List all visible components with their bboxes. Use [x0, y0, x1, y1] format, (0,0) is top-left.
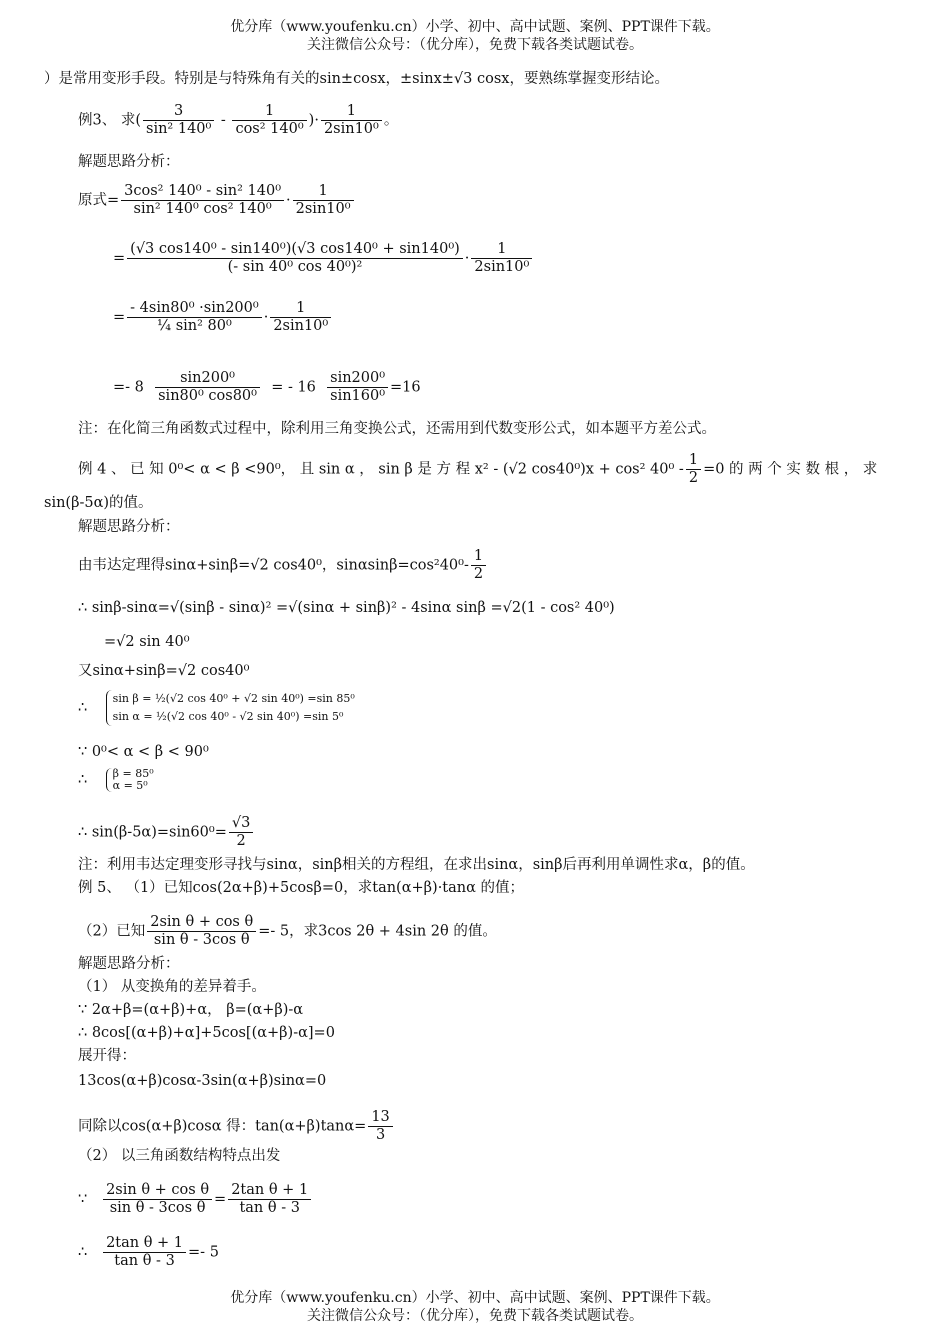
ex3-minus: -: [216, 112, 231, 129]
ex3-s4-mid: = - 16: [271, 379, 316, 396]
ex3-f1-den: sin² 140⁰: [146, 121, 212, 137]
ex3-s2-prefix: =: [113, 250, 126, 267]
ex4-half-fraction: [686, 452, 701, 487]
header-line-2: 关注微信公众号：（优分库），免费下载各类试题试卷。: [307, 37, 643, 53]
ex4-system-1: [78, 690, 355, 726]
ex3-s4-end: =16: [390, 379, 421, 396]
ex5-part-2-heading: （2） 以三角函数结构特点出发: [78, 1148, 281, 1164]
ex5-divide-line: [78, 1109, 395, 1144]
ex5-divide: 同除以cos(α+β)cosα 得：tan(α+β)tanα=: [78, 1118, 367, 1135]
ex4-system-2: [78, 768, 154, 792]
ex5-p2-prefix: （2）已知: [78, 923, 146, 940]
ex3-s3-fraction: [127, 300, 262, 335]
ex5-p2-num: 2sin θ + cos θ: [147, 914, 256, 932]
ex5-part-1-heading: （1） 从变换角的差异着手。: [78, 979, 266, 995]
ex3-step-1: 原式= $\frac{\text{3cos² 140⁰ - sin² 140⁰}}{\text{sin² 140⁰ cos² 140⁰}}$ · $\frac{1}{\text{2sin10⁰}}$: [78, 183, 356, 218]
ex5-therefore: ∴: [78, 1244, 88, 1261]
ex4-vieta: 由韦达定理得sinα+sinβ=√2 cos40⁰，sinαsinβ=cos²40⁰-: [78, 557, 469, 574]
ex5-b-f1-num: 2sin θ + cos θ: [103, 1182, 212, 1200]
example-5-part-2: [78, 914, 497, 949]
ex3-step-2: = $\frac{\text{(√3 cos140⁰ - sin140⁰)(√3 cos140⁰ + sin140⁰)}}{\text{(- sin 40⁰ cos 40⁰)²}}$ · $\frac{1}{\text{2sin10⁰}}$: [113, 241, 534, 276]
ex5-therefore-line: [78, 1235, 219, 1270]
intro-text: ）是常用变形手段。特别是与特殊角有关的sin±cosx，±sinx±√3 cosx，要熟练掌握变形结论。: [44, 71, 669, 87]
ex5-because-fraction-1: [103, 1182, 212, 1217]
ex4-note: 注：利用韦达定理变形寻找与sinα，sinβ相关的方程组，在求出sinα，sinβ后再利用单调性求α，β的值。: [78, 857, 755, 873]
ex4-result-fraction: [229, 815, 253, 850]
ex3-s1-num: 3cos² 140⁰ - sin² 140⁰: [121, 183, 284, 201]
ex4-sys2-b: α = 5⁰: [112, 779, 148, 792]
ex5-analysis-heading: 解题思路分析：: [78, 956, 180, 972]
ex3-s4-f2-num: sin200⁰: [327, 370, 388, 388]
ex4-since: ∵ 0⁰< α < β < 90⁰: [78, 744, 209, 760]
ex4-line1a: 例 4 、 已 知 0⁰< α < β <90⁰， 且 sin α ， sin β 是 方 程 x² - (√2 cos40⁰)x + cos² 40⁰ -: [78, 461, 684, 478]
ex5-because-fraction-2: [228, 1182, 311, 1217]
example-5-part-1: 例 5、 （1）已知cos(2α+β)+5cosβ=0，求tan(α+β)·tanα 的值；: [78, 880, 525, 896]
ex4-vieta-den: 2: [473, 566, 484, 582]
example-4-question: [78, 452, 877, 487]
ex3-s4-f1-num: sin200⁰: [155, 370, 260, 388]
ex5-therefore-fraction: [103, 1235, 186, 1270]
ex3-s1-den: sin² 140⁰ cos² 140⁰: [133, 201, 272, 217]
ex5-p2-den: sin θ - 3cos θ: [153, 932, 250, 948]
ex5-b-f2-den: tan θ - 3: [239, 1200, 300, 1216]
ex3-s2-f-num: 1: [471, 241, 532, 259]
ex5-t-num: 2tan θ + 1: [103, 1235, 186, 1253]
ex4-system-2-brace: [106, 768, 154, 792]
ex4-vieta-num: 1: [471, 548, 486, 566]
ex5-b-f2-num: 2tan θ + 1: [228, 1182, 311, 1200]
ex5-substitution: ∴ 8cos[(α+β)+α]+5cos[(α+β)-α]=0: [78, 1025, 335, 1041]
ex3-mid: )·: [308, 112, 319, 129]
ex3-s1-fraction: [121, 183, 284, 218]
ex3-f2-num: 1: [232, 103, 306, 121]
ex3-f3-num: 1: [321, 103, 382, 121]
header-line-1: 优分库（www.youfenku.cn）小学、初中、高中试题、案例、PPT课件下载。: [230, 19, 720, 35]
footer-line-2: 关注微信公众号：（优分库），免费下载各类试题试卷。: [307, 1308, 643, 1324]
ex3-s2-fraction: [127, 241, 463, 276]
ex3-s2-f-den: 2sin10⁰: [474, 259, 530, 275]
ex5-divide-den: 3: [375, 1127, 386, 1143]
ex5-expand-label: 展开得：: [78, 1048, 136, 1064]
ex3-s4-fraction-2: [327, 370, 388, 405]
ex4-vieta-line: [78, 548, 488, 583]
ex4-difference: ∴ sinβ-sinα=√(sinβ - sinα)² =√(sinα + sinβ)² - 4sinα sinβ =√2(1 - cos² 40⁰): [78, 600, 615, 616]
ex5-angle-relation: ∵ 2α+β=(α+β)+α， β=(α+β)-α: [78, 1002, 304, 1018]
footer-line-1: 优分库（www.youfenku.cn）小学、初中、高中试题、案例、PPT课件下载。: [230, 1290, 720, 1306]
ex3-f2-den: cos² 140⁰: [235, 121, 304, 137]
ex3-step-3: = $\frac{\text{- 4sin80⁰ ·sin200⁰}}{\text{¼ sin² 80⁰}}$ · $\frac{1}{\text{2sin10⁰}}$: [113, 300, 333, 335]
ex3-f3-den: 2sin10⁰: [323, 121, 379, 137]
ex3-prefix: 例3、 求(: [78, 112, 141, 129]
ex4-half-num: 1: [686, 452, 701, 470]
ex5-t-suffix: =- 5: [188, 1244, 219, 1261]
ex4-result-num: √3: [229, 815, 253, 833]
ex3-s3-f-num: 1: [270, 300, 331, 318]
ex3-s1-prefix: 原式=: [78, 192, 120, 209]
ex5-t-den: tan θ - 3: [114, 1253, 175, 1269]
ex3-f1-num: 3: [143, 103, 214, 121]
ex5-expanded: 13cos(α+β)cosα-3sin(α+β)sinα=0: [78, 1073, 327, 1089]
ex3-s3-factor: [270, 300, 331, 335]
ex3-step-4: [113, 370, 421, 405]
ex3-note: 注：在化简三角函数式过程中，除利用三角变换公式，还需用到代数变形公式，如本题平方差公式。: [78, 421, 716, 437]
ex4-difference-result: =√2 sin 40⁰: [104, 634, 190, 650]
ex5-p2-fraction: [147, 914, 256, 949]
ex3-s4-prefix: =- 8: [113, 379, 144, 396]
ex3-s3-num: - 4sin80⁰ ·sin200⁰: [127, 300, 262, 318]
ex5-because: ∵: [78, 1191, 88, 1208]
ex4-vieta-fraction: [471, 548, 486, 583]
ex4-result: [78, 815, 255, 850]
ex5-divide-num: 13: [368, 1109, 392, 1127]
ex4-therefore-2: ∴: [78, 772, 88, 788]
ex4-again: 又sinα+sinβ=√2 cos40⁰: [78, 663, 250, 679]
ex4-therefore-1: ∴: [78, 700, 88, 716]
ex5-because-line: [78, 1182, 313, 1217]
ex5-divide-fraction: [368, 1109, 392, 1144]
ex3-s3-f-den: 2sin10⁰: [273, 318, 329, 334]
ex3-s1-f-num: 1: [293, 183, 354, 201]
ex4-system-1-brace: [106, 690, 355, 726]
ex3-s3-den: ¼ sin² 80⁰: [157, 318, 232, 334]
ex3-s4-f2-den: sin160⁰: [330, 388, 386, 404]
ex3-end: 。: [383, 112, 399, 129]
ex5-b-eq: =: [214, 1191, 227, 1208]
ex3-s1-factor: [293, 183, 354, 218]
ex4-sys1-a: sin β = ½(√2 cos 40⁰ + √2 sin 40⁰) =sin 85⁰: [112, 692, 355, 705]
ex4-half-den: 2: [688, 470, 699, 486]
ex3-s2-factor: [471, 241, 532, 276]
ex3-fraction-1: [143, 103, 214, 138]
ex3-s3-prefix: =: [113, 309, 126, 326]
ex4-sys1-b: sin α = ½(√2 cos 40⁰ - √2 sin 40⁰) =sin 5⁰: [112, 710, 344, 723]
ex5-b-f1-den: sin θ - 3cos θ: [109, 1200, 206, 1216]
ex4-sys2-a: β = 85⁰: [112, 767, 154, 780]
ex3-s1-f-den: 2sin10⁰: [295, 201, 351, 217]
ex3-fraction-3: [321, 103, 382, 138]
example-3-question: [78, 103, 398, 138]
ex5-p2-suffix: =- 5，求3cos 2θ + 4sin 2θ 的值。: [258, 923, 497, 940]
ex4-result-den: 2: [236, 833, 246, 849]
ex3-fraction-2: [232, 103, 306, 138]
ex4-analysis-heading: 解题思路分析：: [78, 519, 180, 535]
ex4-result-prefix: ∴ sin(β-5α)=sin60⁰=: [78, 824, 227, 841]
ex3-s4-fraction-1: [155, 370, 260, 405]
ex3-s2-den: (- sin 40⁰ cos 40⁰)²: [227, 259, 363, 275]
ex4-question-line-2: sin(β-5α)的值。: [44, 495, 153, 511]
ex4-line1b: =0 的 两 个 实 数 根 ， 求: [703, 461, 878, 478]
ex3-analysis-heading: 解题思路分析：: [78, 154, 180, 170]
ex3-s4-f1-den: sin80⁰ cos80⁰: [158, 388, 257, 404]
ex3-s2-num: (√3 cos140⁰ - sin140⁰)(√3 cos140⁰ + sin140⁰): [127, 241, 463, 259]
